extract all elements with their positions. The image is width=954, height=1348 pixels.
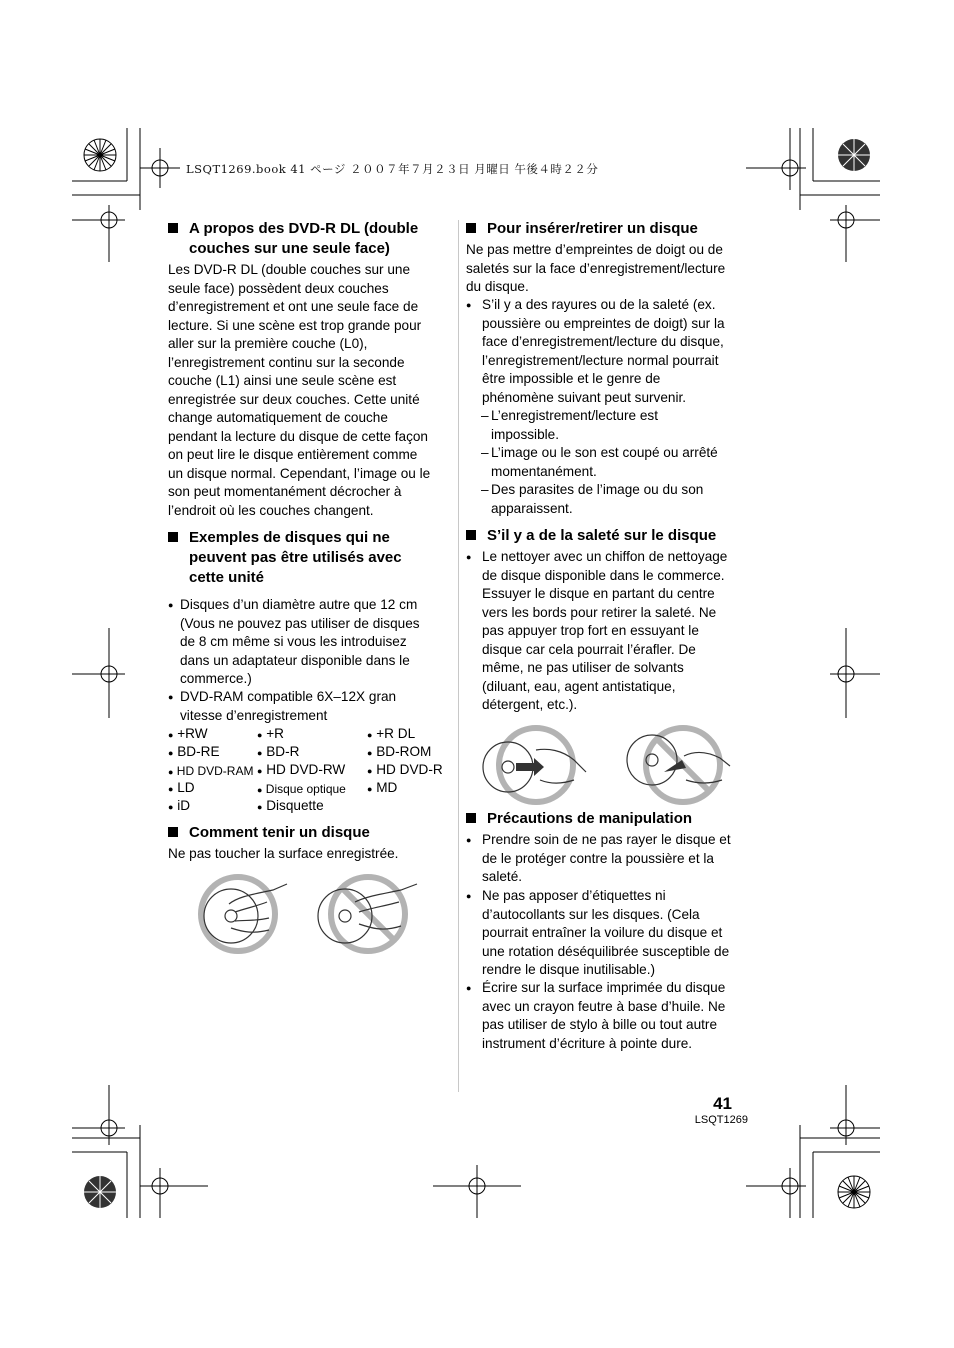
bullet-icon: ● <box>168 692 174 702</box>
square-bullet-icon <box>168 223 178 233</box>
book-slug: LSQT1269.book 41 ページ ２００７年７月２３日 月曜日 午後４時２２分 <box>186 162 599 176</box>
body-line: enregistrée sur deux couches. Cette unité <box>168 391 420 407</box>
disc-type: ● HD DVD-R <box>367 762 443 777</box>
square-bullet-icon <box>466 223 476 233</box>
square-bullet-icon <box>466 813 476 823</box>
body-line: change automatiquement de couche <box>168 410 388 425</box>
bullet-line: Prendre soin de ne pas rayer le disque et <box>482 832 731 847</box>
disc-type: ● BD-RE <box>168 744 220 759</box>
bullet-icon: ● <box>466 835 472 845</box>
bullet-line: de le protéger contre la poussière et la <box>482 850 714 866</box>
body-line: pendant la lecture du disque de cette façon <box>168 428 428 444</box>
bullet-icon: ● <box>466 552 472 562</box>
bullet-line: (Vous ne pouvez pas utiliser de disques <box>180 615 420 631</box>
disc-type: ● HD DVD-RW <box>257 762 346 777</box>
body-line: on peut lire le disque entièrement comme <box>168 447 418 462</box>
cleaning-illustration <box>478 720 748 810</box>
heading-text: S’il y a de la saleté sur le disque <box>487 527 717 544</box>
dash-line: L’image ou le son est coupé ou arrêté <box>491 445 718 460</box>
bullet-icon: ● <box>168 600 174 610</box>
heading-line: A propos des DVD-R DL (double <box>189 220 419 237</box>
disc-type: ● +R DL <box>367 726 416 741</box>
bullet-line: Essuyer le disque en partant du centre <box>482 586 715 601</box>
bullet-line: commerce.) <box>180 671 252 686</box>
body-line: d’enregistrement et ont une seule face de <box>168 299 419 314</box>
bullet-line: DVD-RAM compatible 6X–12X gran <box>180 689 397 704</box>
body-line: du disque. <box>466 279 529 294</box>
hold-disc-illustration <box>195 866 455 961</box>
bullet-line: face d’enregistrement/lecture du disque, <box>482 334 724 349</box>
bullet-line: Disques d’un diamètre autre que 12 cm <box>180 597 418 612</box>
bullet-line: avec un crayon feutre à base d’huile. Ne <box>482 998 726 1014</box>
body-line: seule face) possèdent deux couches <box>168 280 389 296</box>
heading-text: Comment tenir un disque <box>189 824 370 841</box>
heading-text: Précautions de manipulation <box>487 810 693 827</box>
hold-body: Ne pas toucher la surface enregistrée. <box>168 846 399 861</box>
disc-type: ● +R <box>257 726 284 741</box>
body-line: l’enregistrement continu sur la seconde <box>168 354 405 370</box>
bullet-line: dans un adaptateur disponible dans le <box>180 652 410 668</box>
dash-line: L’enregistrement/lecture est <box>491 408 658 423</box>
bullet-line: pas appuyer trop fort en essuyant le <box>482 623 699 638</box>
page-number: 41 <box>713 1094 732 1113</box>
bullet-line: Écrire sur la surface imprimée du disque <box>482 980 726 995</box>
disc-type: ● MD <box>367 780 398 795</box>
disc-type: ● BD-ROM <box>367 744 432 759</box>
bullet-line: rendre le disque inutilisable.) <box>482 962 656 977</box>
dvd-r-dl-body <box>168 261 453 520</box>
heading-line: cette unité <box>189 569 265 586</box>
bullet-line: pas utiliser de stylo à bille ou tout autre <box>482 1017 718 1032</box>
body-line: lecture. Si une scène est trop grande pour <box>168 317 422 333</box>
dash-line: impossible. <box>491 426 559 442</box>
body-line: Les DVD-R DL (double couches sur une <box>168 262 411 277</box>
bullet-line: instrument d’écriture à pointe dure. <box>482 1035 693 1051</box>
bullet-line: être impossible et le genre de <box>482 371 661 386</box>
disc-type: ● +RW <box>168 726 208 741</box>
bullet-line: une rotation déséquilibrée susceptible de <box>482 943 730 959</box>
bullet-line: pourrait entraîner la voilure du disque et <box>482 925 723 940</box>
bullet-line: de disque disponible dans le commerce. <box>482 567 725 583</box>
insert-body <box>466 241 751 297</box>
bullet-line: détergent, etc.). <box>482 697 578 712</box>
heading-line: peuvent pas être utilisés avec <box>189 549 402 566</box>
body-line: saletés sur la face d’enregistrement/lecture <box>466 260 726 276</box>
dash-line: Des parasites de l’image ou du son <box>491 482 704 497</box>
disc-type: ● BD-R <box>257 744 300 759</box>
disc-type: ● Disque optique <box>257 782 346 796</box>
body-line: Ne pas mettre d’empreintes de doigt ou de <box>466 242 723 257</box>
body-line: aller sur la première couche (L0), <box>168 336 368 351</box>
body-line: l’endroit où les couches changent. <box>168 502 374 518</box>
model-code: LSQT1269 <box>694 1114 748 1126</box>
bullet-line: vers les bords pour retirer la saleté. Ne <box>482 604 717 620</box>
bullet-line: vitesse d’enregistrement <box>180 707 328 723</box>
dash-line: apparaissent. <box>491 500 573 516</box>
bullet-icon: ● <box>466 983 472 993</box>
bullet-line: l’enregistrement/lecture normal pourrait <box>482 352 719 368</box>
bullet-line: S’il y a des rayures ou de la saleté (ex. <box>482 297 716 312</box>
bullet-line: même, ne pas utiliser de solvants <box>482 660 684 675</box>
column-divider <box>458 220 459 1092</box>
body-line: couche (L1) ainsi une seule scène est <box>168 373 397 388</box>
bullet-line: saleté. <box>482 869 523 884</box>
bullet-line: disque car cela pourrait l’érafler. De <box>482 641 696 657</box>
disc-type: ● HD DVD-RAM <box>168 764 254 778</box>
heading-line: couches sur une seule face) <box>189 240 390 257</box>
disc-type: ● LD <box>168 780 195 795</box>
disc-type: ● Disquette <box>257 798 324 813</box>
bullet-line: (diluant, eau, agent antistatique, <box>482 678 676 694</box>
bullet-icon: ● <box>466 891 472 901</box>
heading-line: Exemples de disques qui ne <box>189 529 390 546</box>
bullet-line: phénomène suivant peut survenir. <box>482 389 687 405</box>
bullet-line: poussière ou empreintes de doigt) sur la <box>482 315 725 331</box>
body-line: un disque normal. Cependant, l’image ou le <box>168 465 431 481</box>
bullet-line: Ne pas apposer d’étiquettes ni <box>482 888 666 903</box>
bullet-icon: ● <box>466 300 472 310</box>
square-bullet-icon <box>168 827 178 837</box>
square-bullet-icon <box>466 530 476 540</box>
disc-type: ● iD <box>168 798 191 813</box>
body-line: son peut momentanément décrocher à <box>168 484 402 499</box>
dash-line: momentanément. <box>491 463 597 479</box>
bullet-line: de 8 cm même si vous les introduisez <box>180 634 407 649</box>
bullet-line: d’autocollants sur les disques. (Cela <box>482 906 700 922</box>
heading-text: Pour insérer/retirer un disque <box>487 220 698 237</box>
bullet-line: Le nettoyer avec un chiffon de nettoyage <box>482 549 728 564</box>
square-bullet-icon <box>168 532 178 542</box>
